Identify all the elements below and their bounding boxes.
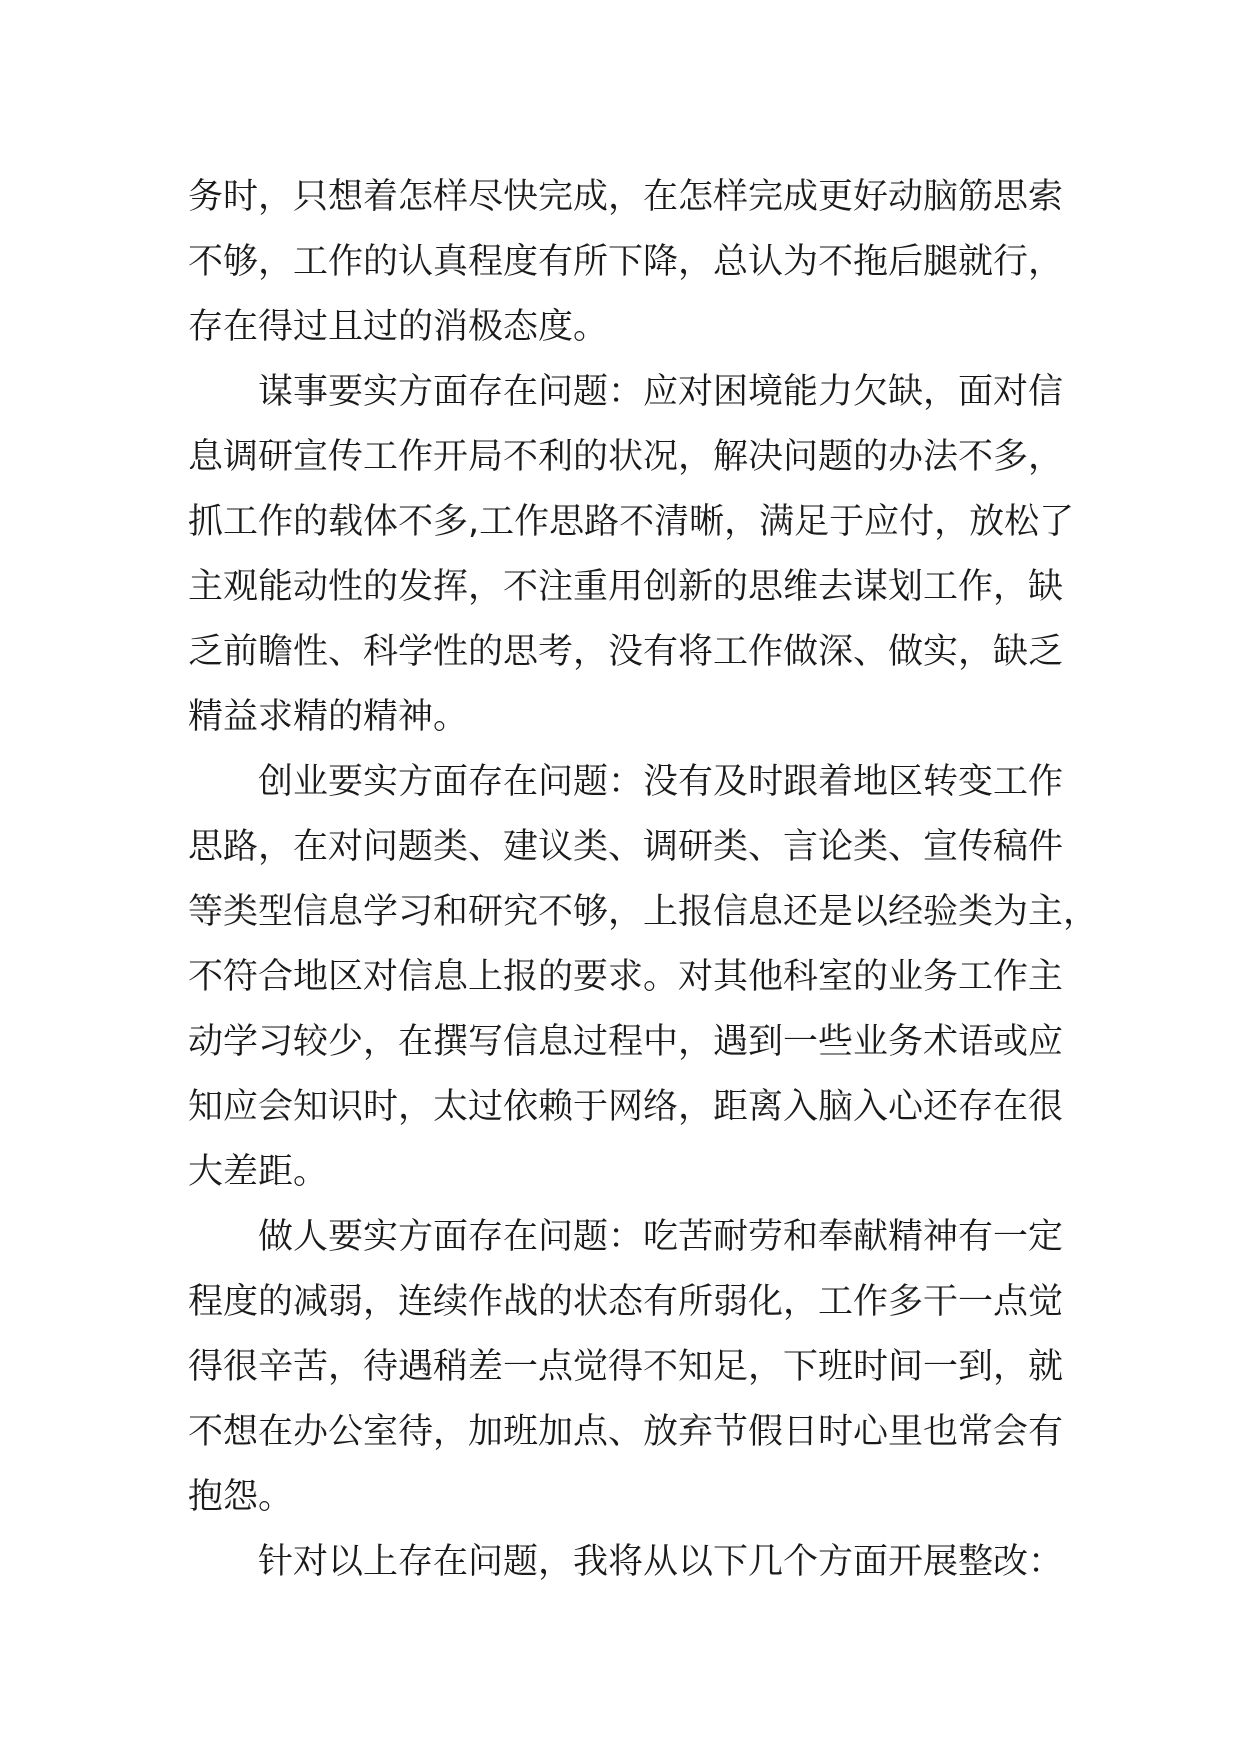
text-line: 主观能动性的发挥，不注重用创新的思维去谋划工作，缺 — [188, 567, 1064, 607]
text-line: 思路，在对问题类、建议类、调研类、言论类、宣传稿件 — [188, 827, 1064, 867]
text-line: 动学习较少，在撰写信息过程中，遇到一些业务术语或应 — [188, 1022, 1064, 1062]
text-line: 等类型信息学习和研究不够，上报信息还是以经验类为主， — [188, 892, 1099, 932]
text-line: 不想在办公室待，加班加点、放弃节假日时心里也常会有 — [188, 1412, 1064, 1452]
text-line: 存在得过且过的消极态度。 — [188, 307, 609, 347]
document-body — [188, 165, 1099, 1595]
text-line: 知应会知识时，太过依赖于网络，距离入脑入心还存在很 — [188, 1087, 1064, 1127]
paragraph-first-line: 谋事要实方面存在问题：应对困境能力欠缺，面对信 — [258, 372, 1064, 412]
text-line: 不够，工作的认真程度有所下降，总认为不拖后腿就行， — [188, 242, 1064, 282]
text-line: 程度的减弱，连续作战的状态有所弱化，工作多干一点觉 — [188, 1282, 1064, 1322]
text-line: 精益求精的精神。 — [188, 697, 469, 737]
text-line: 抱怨。 — [188, 1477, 294, 1517]
text-line: 大差距。 — [188, 1152, 329, 1192]
paragraph-first-line: 针对以上存在问题，我将从以下几个方面开展整改： — [258, 1542, 1064, 1582]
text-line: 息调研宣传工作开局不利的状况，解决问题的办法不多， — [188, 437, 1064, 477]
text-line: 不符合地区对信息上报的要求。对其他科室的业务工作主 — [188, 957, 1064, 997]
text-line: 抓工作的载体不多,工作思路不清晰，满足于应付，放松了 — [188, 502, 1075, 542]
paragraph-first-line: 创业要实方面存在问题：没有及时跟着地区转变工作 — [258, 762, 1064, 802]
text-line: 得很辛苦，待遇稍差一点觉得不知足，下班时间一到，就 — [188, 1347, 1064, 1387]
text-line: 务时，只想着怎样尽快完成，在怎样完成更好动脑筋思索 — [188, 177, 1064, 217]
text-line: 乏前瞻性、科学性的思考，没有将工作做深、做实，缺乏 — [188, 632, 1064, 672]
paragraph-first-line: 做人要实方面存在问题：吃苦耐劳和奉献精神有一定 — [258, 1217, 1064, 1257]
